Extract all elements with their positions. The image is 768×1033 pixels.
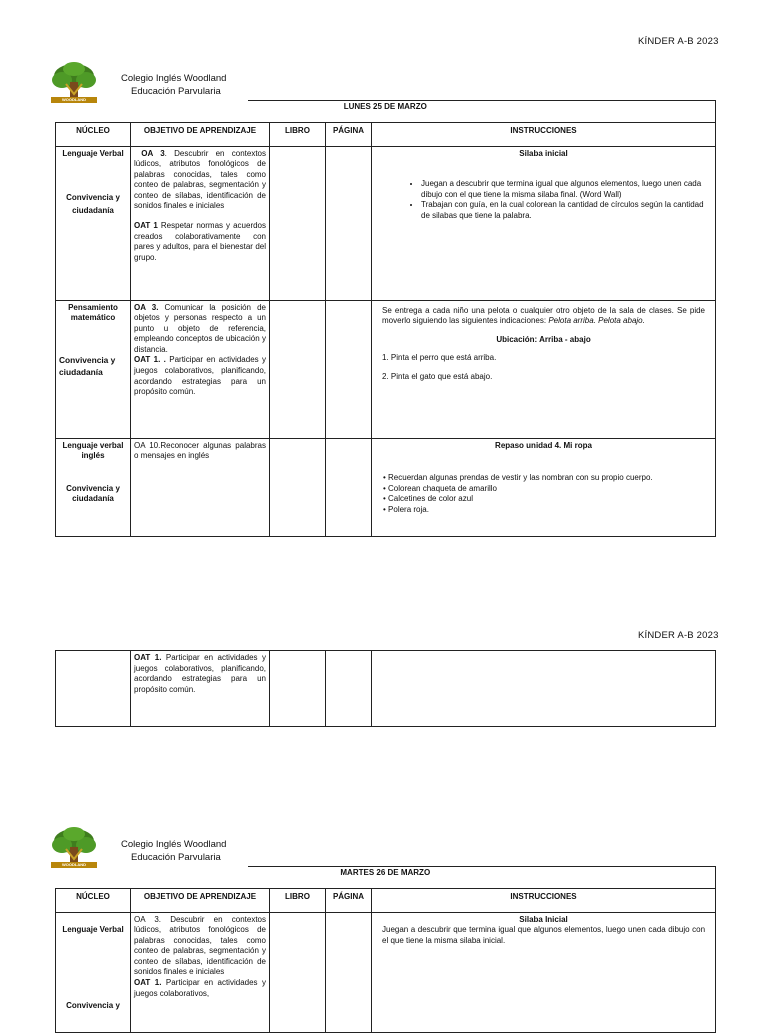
- school-subtitle: Educación Parvularia: [131, 86, 221, 97]
- oat-text: Participar en actividades y juegos colaborativos, planificando, acordando estrategias para un propósito común.: [134, 355, 266, 397]
- objetivo-cell: [131, 438, 270, 536]
- day-title: MARTES 26 DE MARZO: [56, 866, 716, 888]
- oat-label: OAT 1: [134, 221, 158, 231]
- nucleo-primary: Lenguaje Verbal: [62, 924, 124, 934]
- col-header-libro: LIBRO: [270, 888, 326, 912]
- day-title: LUNES 25 DE MARZO: [56, 100, 716, 122]
- instrucciones-cell: [372, 912, 716, 1032]
- school-name: Colegio Inglés Woodland: [121, 839, 227, 850]
- col-header-objetivo: OBJETIVO DE APRENDIZAJE: [131, 122, 270, 146]
- col-header-pagina: PÁGINA: [326, 122, 372, 146]
- nucleo-primary: Lenguaje Verbal: [62, 148, 124, 158]
- plan-table-tuesday: [55, 866, 716, 1033]
- instr-title: Silaba inicial: [519, 148, 568, 158]
- plan-table-continuation: [55, 650, 716, 727]
- plan-table-monday: [55, 100, 716, 537]
- instr-title: Repaso unidad 4. Mi ropa: [495, 440, 592, 450]
- table-row: [56, 300, 716, 438]
- table-row: [56, 146, 716, 300]
- instr-item: • Trabajan con guía, en la cual colorean la cantidad de círculos según la cantidad de silabas que tiene la palabra.: [421, 200, 712, 221]
- table-row: [56, 651, 716, 727]
- logo-banner-text: WOODLAND: [62, 97, 86, 102]
- objetivo-cell: [131, 300, 270, 438]
- instrucciones-cell: [372, 438, 716, 536]
- libro-cell: [270, 300, 326, 438]
- instr-step: 1. Pinta el perro que está arriba.: [382, 353, 497, 363]
- instr-item: • Colorean chaqueta de amarillo: [383, 484, 712, 495]
- nucleo-secondary: Convivencia y ciudadanía: [66, 193, 120, 216]
- oa-text: OA 3. Descubrir en contextos lúdicos, atributos fonológicos de palabras conocidas, tales como conteo de palabras, segmentación y conteo de sílabas, identificación de sonidos finales e iniciales: [134, 914, 266, 977]
- libro-cell: [270, 438, 326, 536]
- nucleo-cell: [56, 146, 131, 300]
- nucleo-primary: Pensamiento matemático: [68, 302, 118, 323]
- instr-title: Silaba Inicial: [519, 914, 568, 924]
- instrucciones-cell: [372, 146, 716, 300]
- nucleo-secondary: Convivencia y ciudadanía: [59, 354, 116, 377]
- school-subtitle: Educación Parvularia: [131, 852, 221, 863]
- table-row: [56, 438, 716, 536]
- nucleo-cell: [56, 651, 131, 727]
- col-header-instrucciones: INSTRUCCIONES: [372, 122, 716, 146]
- oa-label: OA 3.: [134, 302, 159, 312]
- instr-item: • Polera roja.: [383, 505, 712, 516]
- objetivo-cell: [131, 651, 270, 727]
- col-header-instrucciones: INSTRUCCIONES: [372, 888, 716, 912]
- oat-label: OAT 1.: [134, 653, 162, 662]
- school-logo: [48, 825, 100, 871]
- pagina-cell: [326, 300, 372, 438]
- oa-text: Comunicar la posición de objetos y personas respecto a un punto u objeto de referencia, empleando conceptos de ubicación y distancia.: [134, 302, 266, 354]
- instr-text: Juegan a descubrir que termina igual que algunos elementos, luego unen cada dibujo con el que tiene la misma silaba inicial.: [382, 925, 706, 945]
- oat-label: OAT 1.: [134, 978, 162, 988]
- nucleo-cell: [56, 438, 131, 536]
- objetivo-cell: [131, 912, 270, 1032]
- col-header-objetivo: OBJETIVO DE APRENDIZAJE: [131, 888, 270, 912]
- libro-cell: [270, 912, 326, 1032]
- libro-cell: [270, 146, 326, 300]
- col-header-nucleo: NÚCLEO: [56, 122, 131, 146]
- instr-title: Ubicación: Arriba - abajo: [496, 334, 591, 344]
- pagina-cell: [326, 912, 372, 1032]
- nucleo-cell: [56, 912, 131, 1032]
- table-row: [56, 912, 716, 1032]
- nucleo-secondary: Convivencia y ciudadanía: [66, 483, 120, 504]
- oat-label: OAT 1. .: [134, 355, 166, 365]
- oat-text: Participar en actividades y juegos colaborativos, planificando, acordando estrategias para un propósito común.: [134, 653, 267, 694]
- instr-item: • Juegan a descubrir que termina igual que algunos elementos, luego unen cada dibujo con el que tiene la misma silaba final. (Word Wall): [421, 179, 712, 200]
- oa-label: OA 3: [141, 148, 165, 158]
- col-header-pagina: PÁGINA: [326, 888, 372, 912]
- libro-cell: [270, 651, 326, 727]
- oa-text: OA 10.Reconocer algunas palabras o mensajes en inglés: [134, 440, 266, 461]
- pagina-cell: [326, 146, 372, 300]
- school-name: Colegio Inglés Woodland: [121, 73, 227, 84]
- grade-year-label: KÍNDER A-B 2023: [638, 630, 719, 641]
- col-header-libro: LIBRO: [270, 122, 326, 146]
- pagina-cell: [326, 438, 372, 536]
- nucleo-cell: [56, 300, 131, 438]
- pagina-cell: [326, 651, 372, 727]
- instrucciones-cell: [372, 300, 716, 438]
- instr-step: 2. Pinta el gato que está abajo.: [382, 371, 493, 381]
- instr-intro: Se entrega a cada niño una pelota o cualquier otro objeto de la sala de clases. Se pide moverlo siguiendo las siguientes indicaciones:: [382, 305, 706, 326]
- oa-text: . Descubrir en contextos lúdicos, atributos fonológicos de palabras conocidas, tales como conteo de palabras, segmentación y conteo de sílabas, identificación de sonidos finales e iniciales: [134, 148, 266, 211]
- oat-text: Participar en actividades y juegos colaborativos,: [134, 978, 267, 998]
- instr-item: • Calcetines de color azul: [383, 494, 712, 505]
- logo-banner-text: WOODLAND: [62, 862, 86, 867]
- grade-year-label: KÍNDER A-B 2023: [638, 36, 719, 47]
- nucleo-primary: Lenguaje verbal inglés: [62, 440, 124, 461]
- col-header-nucleo: NÚCLEO: [56, 888, 131, 912]
- instrucciones-cell: [372, 651, 716, 727]
- objetivo-cell: [131, 146, 270, 300]
- nucleo-secondary: Convivencia y: [66, 1001, 120, 1011]
- oat-text: Respetar normas y acuerdos creados colaborativamente con pares y adultos, para el bienestar del grupo.: [134, 221, 267, 262]
- instr-item: • Recuerdan algunas prendas de vestir y las nombran con su propio cuerpo.: [383, 473, 712, 484]
- instr-intro-italic: Pelota arriba. Pelota abajo.: [548, 316, 645, 326]
